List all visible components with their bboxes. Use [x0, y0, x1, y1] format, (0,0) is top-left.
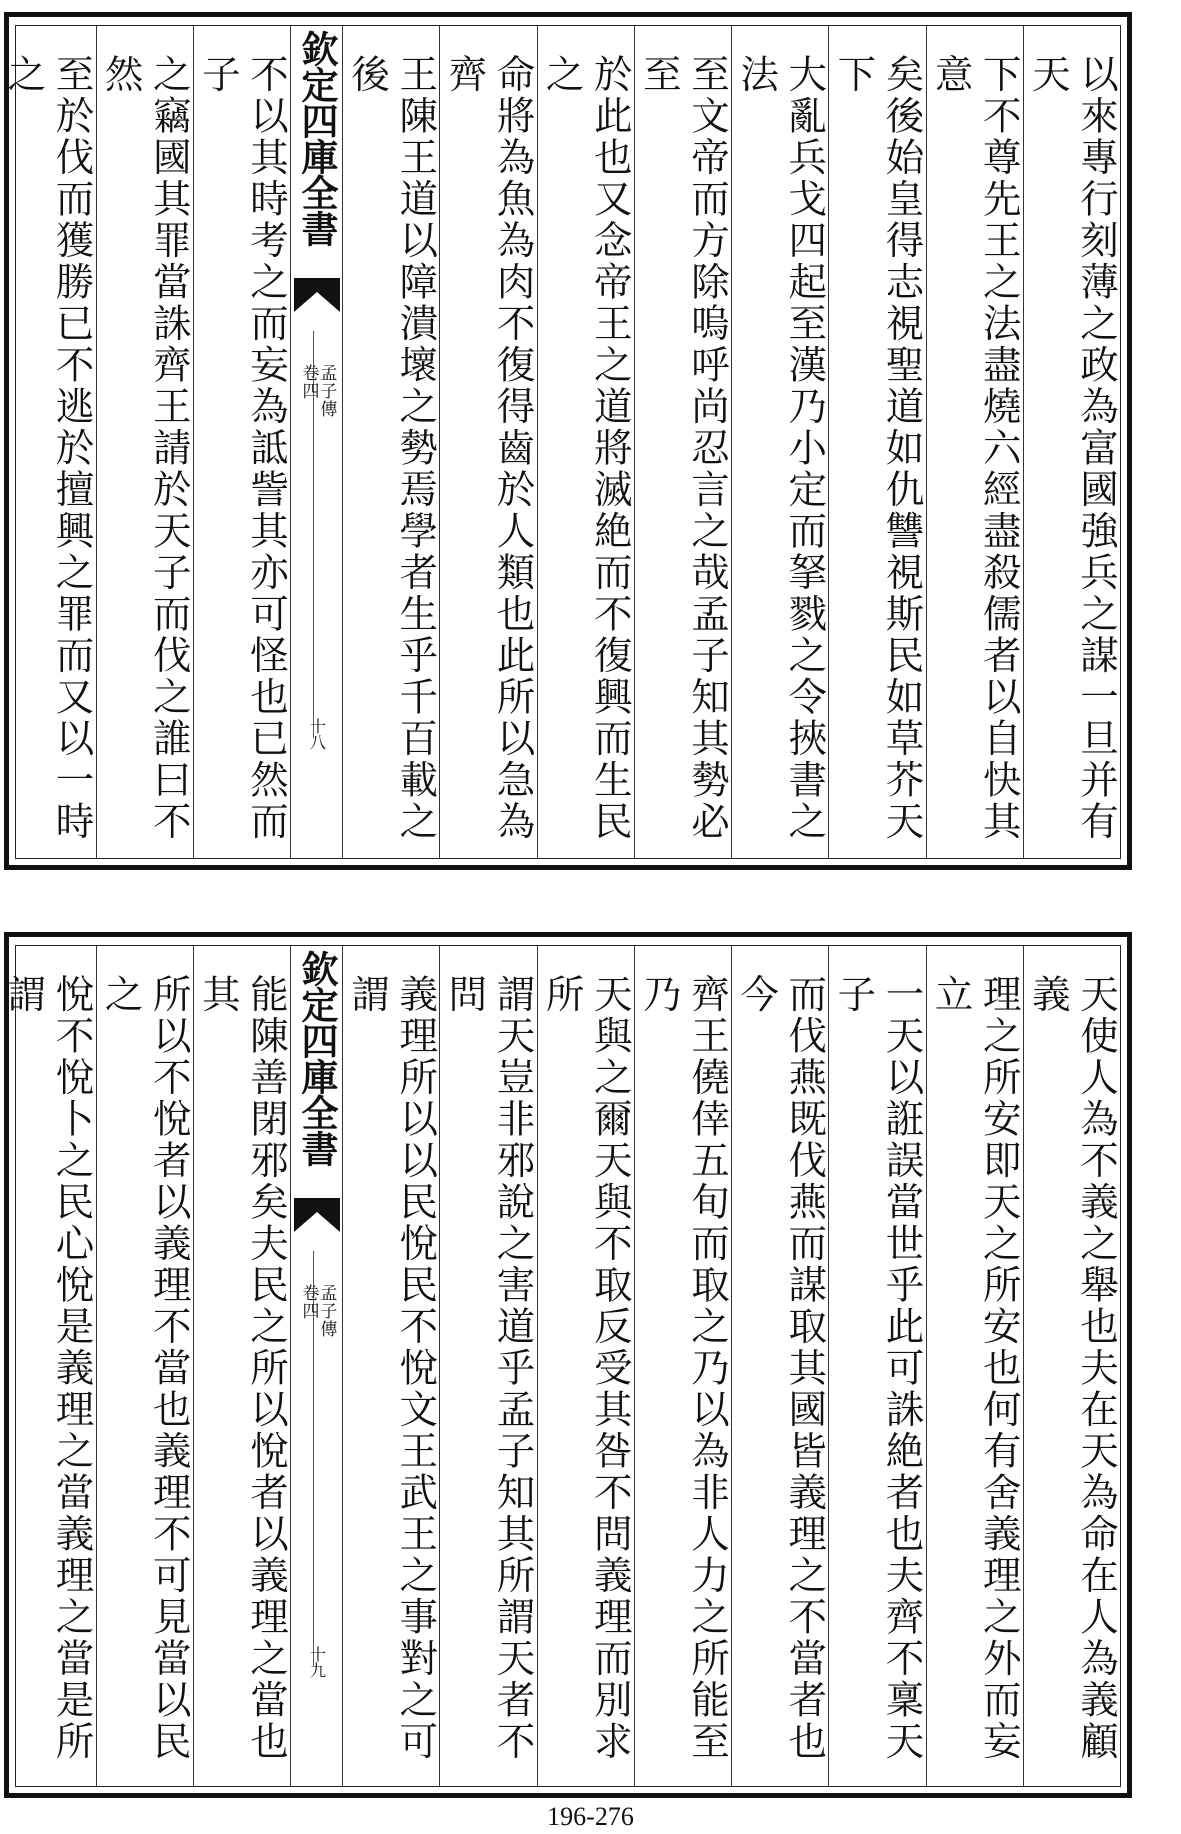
page-center-strip: [291, 26, 343, 858]
book-title-and-volume: [299, 1284, 335, 1338]
text-column: 悅不悅卜之民心悅是義理之當義理之當是所謂: [0, 946, 97, 1786]
text-column: 天與之爾天與不取反受其咎不問義理而別求所: [538, 946, 635, 1786]
text-column: 義理所以以民悅民不悅文王武王之事對之可謂: [343, 946, 440, 1786]
text-column: 而伐燕既伐燕而謀取其國皆義理之不當者也今: [732, 946, 829, 1786]
text-column: 天使人為不義之舉也夫在天為命在人為義顧義: [1025, 974, 1119, 1763]
catalog-title: 欽定四庫全書: [295, 950, 339, 1166]
text-column: 理之所安即天之所安也何有舍義理之外而妄立: [927, 946, 1024, 1786]
text-column: 一天以誑誤當世乎此可誅絶者也夫齊不稟天子: [829, 946, 926, 1786]
top-page-frame: [1, 12, 1132, 870]
text-column: 謂天豈非邪說之害道乎孟子知其所謂天者不問: [440, 946, 537, 1786]
text-column: 以來專行刻薄之政為富國強兵之謀一旦并有天: [1025, 54, 1119, 843]
text-column: 之竊國其罪當誅齊王請於天子而伐之誰曰不然: [97, 26, 194, 858]
catalog-number: 196-276: [547, 1802, 634, 1831]
text-column: 命將為魚為肉不復得齒於人類也此所以急為齊: [440, 26, 537, 858]
text-column: 矣後始皇得志視聖道如仇讐視斯民如草芥天下: [829, 26, 926, 858]
book-title: 孟子傳: [316, 1284, 337, 1338]
volume-label: 卷四: [298, 1284, 319, 1320]
page-center-strip: [291, 946, 343, 1786]
text-column: 不以其時考之而妄為詆訾其亦可怪也已然而子: [194, 26, 291, 858]
top-page-columns: [1, 26, 1120, 858]
text-column: 所以不悅者以義理不當也義理不可見當以民之: [97, 946, 194, 1786]
text-column: 至於伐而獲勝已不逃於擅興之罪而又以一時之: [0, 26, 97, 858]
book-title-and-volume: [299, 364, 335, 418]
page-number: 十八: [307, 718, 327, 750]
fish-tail-mark-icon: [294, 1198, 340, 1232]
book-title: 孟子傳: [316, 364, 337, 418]
catalog-title: 欽定四庫全書: [295, 30, 339, 246]
text-column: 大亂兵戈四起至漢乃小定而拏戮之令挾書之法: [732, 26, 829, 858]
top-page-inner-border: [1, 25, 1121, 859]
text-column: 至文帝而方除嗚呼尚忍言之哉孟子知其勢必至: [635, 26, 732, 858]
bottom-page-inner-border: [1, 945, 1121, 1787]
text-column: 下不尊先王之法盡燒六經盡殺儒者以自快其意: [927, 26, 1024, 858]
text-column: 王陳王道以障潰壞之勢焉學者生乎千百載之後: [343, 26, 440, 858]
fish-tail-mark-icon: [294, 278, 340, 312]
volume-label: 卷四: [298, 364, 319, 400]
text-column: 於此也又念帝王之道將滅絶而不復興而生民之: [538, 26, 635, 858]
page-number: 十九: [307, 1646, 327, 1678]
bottom-page-frame: [1, 932, 1132, 1798]
bottom-page-columns: [1, 946, 1120, 1786]
text-column: 齊王僥倖五旬而取之乃以為非人力之所能至乃: [635, 946, 732, 1786]
text-column: 能陳善閉邪矣夫民之所以悅者以義理之當也其: [194, 946, 291, 1786]
